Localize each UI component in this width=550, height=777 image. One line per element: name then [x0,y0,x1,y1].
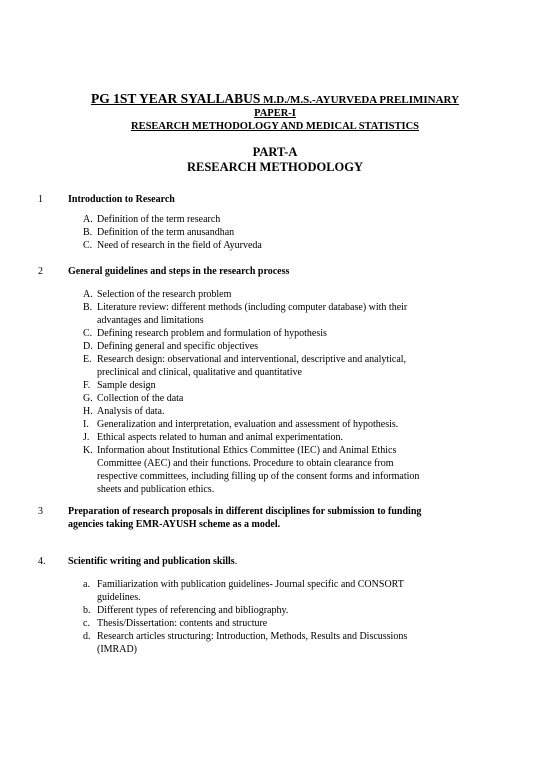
item-text: Information about Institutional Ethics Committee (IEC) and Animal Ethics Committee (AEC) and their functions. Procedure to obtain clearance from respective committees, including filling up of the consent forms and information sheets and publication ethics. [97,445,420,495]
title-main: PG 1ST YEAR SYALLABUS [90,91,261,106]
item-marker: D. [83,341,93,352]
list-item [83,340,427,353]
item-marker: B. [83,302,93,313]
section-title: Introduction to Research [68,194,175,205]
section-title-text: Scientific writing and publication skills [68,556,235,567]
part-label: PART-A [252,145,298,159]
section-number: 3 [38,506,43,517]
item-text: Familiarization with publication guidelines- Journal specific and CONSORT guidelines. [97,579,404,603]
item-marker: A. [83,289,93,300]
list-item [83,604,427,617]
section-title: Preparation of research proposals in different disciplines for submission to funding agencies taking EMR-AYUSH scheme as a model. [68,506,422,530]
item-text: Definition of the term research [97,214,221,225]
item-text: Definition of the term anusandhan [97,227,235,238]
item-text: Need of research in the field of Ayurveda [97,240,262,251]
list-item [83,617,427,630]
item-marker: a. [83,579,90,590]
section-number: 2 [38,266,43,277]
list-item [83,578,427,604]
item-text: Generalization and interpretation, evaluation and assessment of hypothesis. [97,419,399,430]
item-text: Sample design [97,380,156,391]
item-text: Research design: observational and interventional, descriptive and analytical, preclinical and clinical, qualitative and quantitative [97,354,407,378]
list-item [83,630,427,656]
item-text: Thesis/Dissertation: contents and structure [97,618,268,629]
list-item [83,226,427,239]
item-text: Defining general and specific objectives [97,341,259,352]
item-text: Analysis of data. [97,406,165,417]
item-text: Literature review: different methods (including computer database) with their advantages and limitations [97,302,408,326]
list-item [83,418,427,431]
item-marker: K. [83,445,93,456]
item-text: Ethical aspects related to human and animal experimentation. [97,432,344,443]
item-marker: c. [83,618,90,629]
list-item [83,288,427,301]
section-number: 4. [38,556,46,567]
item-marker: F. [83,380,91,391]
item-marker: B. [83,227,93,238]
item-text: Selection of the research problem [97,289,232,300]
list-item [83,392,427,405]
list-item [83,239,427,252]
item-marker: d. [83,631,91,642]
section-title: General guidelines and steps in the research process [68,266,290,277]
item-marker: I. [83,419,89,430]
list-item [83,405,427,418]
item-text: Collection of the data [97,393,184,404]
item-marker: b. [83,605,91,616]
list-item [83,444,427,496]
list-item [83,213,427,226]
item-text: Research articles structuring: Introduction, Methods, Results and Discussions (IMRAD) [97,631,408,655]
part-title: RESEARCH METHODOLOGY [186,160,364,174]
item-marker: E. [83,354,92,365]
item-marker: A. [83,214,93,225]
section-number: 1 [38,194,43,205]
item-marker: C. [83,328,93,339]
item-marker: G. [83,393,93,404]
list-item [83,301,427,327]
item-marker: C. [83,240,93,251]
item-text: Different types of referencing and bibliography. [97,605,289,616]
list-item [83,327,427,340]
item-marker: H. [83,406,93,417]
list-item [83,431,427,444]
list-item [83,379,427,392]
list-item [83,353,427,379]
section-title-suffix: . [234,556,238,567]
item-marker: J. [83,432,90,443]
subject-heading: RESEARCH METHODOLOGY AND MEDICAL STATISTICS [130,121,420,132]
section-title [68,555,448,568]
title-sub: M.D./M.S.-AYURVEDA PRELIMINARY [263,94,460,106]
syllabus-title [0,91,550,108]
item-text: Defining research problem and formulation of hypothesis [97,328,327,339]
paper-label: PAPER-I [254,108,296,119]
